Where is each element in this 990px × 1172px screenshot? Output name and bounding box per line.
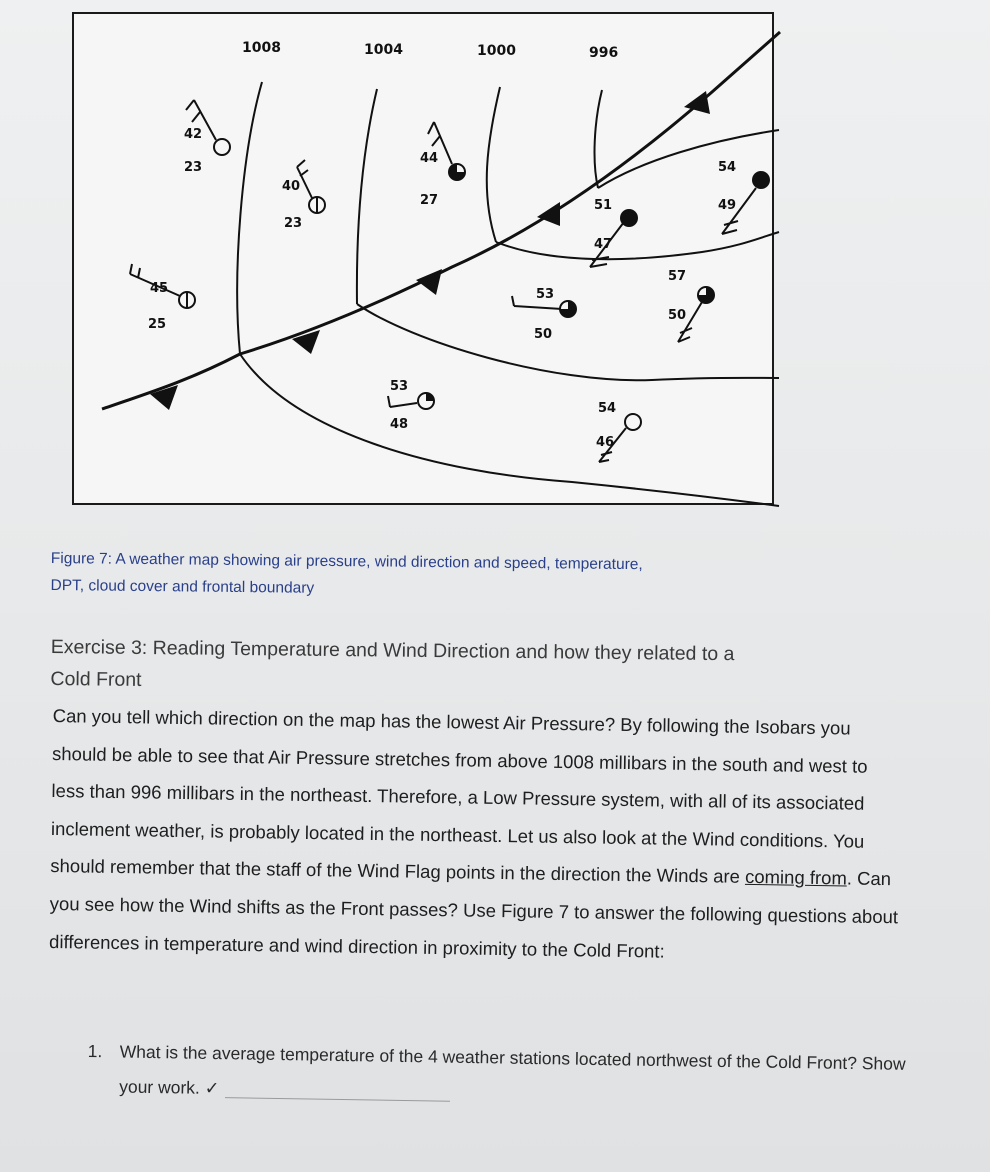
station-temp: 51 <box>593 197 612 213</box>
cold-front-triangle <box>416 269 442 295</box>
question-number: 1. <box>87 1040 103 1062</box>
weather-station <box>388 379 434 432</box>
cold-front-line <box>102 32 780 409</box>
station-dewpoint: 23 <box>183 159 202 175</box>
check-mark-icon: ✓ <box>204 1077 220 1099</box>
exercise-title <box>50 631 891 704</box>
cloud-cover-empty-icon <box>625 414 641 430</box>
answer-blank[interactable] <box>225 1096 450 1102</box>
isobar-996 <box>594 90 601 188</box>
weather-map <box>72 12 779 510</box>
station-temp: 40 <box>281 178 300 194</box>
caption-line: DPT, cloud cover and frontal boundary <box>50 576 315 597</box>
station-temp: 53 <box>535 286 554 302</box>
weather-map-figure <box>72 12 774 505</box>
station-dewpoint: 47 <box>593 236 612 252</box>
weather-station <box>184 100 230 175</box>
weather-station <box>512 287 576 342</box>
isobar-1004 <box>356 89 376 304</box>
station-dewpoint: 27 <box>419 192 438 208</box>
station-temp: 54 <box>717 159 736 175</box>
station-dewpoint: 50 <box>533 326 552 342</box>
isobar-south-3 <box>496 232 779 259</box>
cold-front-triangle <box>537 202 560 226</box>
station-temp: 57 <box>667 268 686 284</box>
station-temp: 53 <box>389 378 408 394</box>
caption-line: Figure 7: A weather map showing air pressure, wind direction and speed, temperature, <box>50 549 643 574</box>
station-dewpoint: 49 <box>717 197 736 213</box>
weather-station <box>282 160 325 231</box>
isobar-south-4 <box>598 130 779 188</box>
isobar-1008 <box>237 82 262 354</box>
cold-front-triangle <box>684 91 710 114</box>
exercise-title-line: Exercise 3: Reading Temperature and Wind Direction and how they related to a <box>50 635 735 666</box>
station-temp: 54 <box>597 400 616 416</box>
station-dewpoint: 25 <box>147 316 166 332</box>
station-temp: 42 <box>183 126 202 142</box>
cloud-cover-empty-icon <box>214 139 230 155</box>
weather-station <box>130 264 195 332</box>
weather-station <box>590 198 638 267</box>
question-item <box>87 1034 908 1117</box>
isobar-label: 1000 <box>476 42 516 59</box>
figure-caption <box>50 545 911 608</box>
station-temp: 45 <box>149 280 168 296</box>
isobar-south-1 <box>240 354 779 506</box>
station-temp: 44 <box>419 150 438 166</box>
body-text: Can you tell which direction on the map has the lowest Air Pressure? By following the Isobars you should be able to see that Air Pressure stretches from above 1008 millibars in the south and west to less than 996 millibars in the northeast. Therefore, a Low Pressure system, with all of its associated inclement weather, is probably located in the northeast. Let us also look at the Wind conditions. You should remember that the staff of the Wind Flag points in the direction the Winds are <box>50 704 868 888</box>
isobar-label: 1008 <box>241 39 281 56</box>
question-text: What is the average temperature of the 4 weather stations located northwest of the Cold Front? Show your work. <box>119 1041 906 1098</box>
station-dewpoint: 46 <box>595 434 614 450</box>
weather-station <box>596 401 641 462</box>
underlined-phrase: coming from <box>744 866 848 889</box>
station-dewpoint: 23 <box>283 215 302 231</box>
weather-station <box>420 122 465 208</box>
exercise-title-line: Cold Front <box>50 667 142 691</box>
isobar-1000 <box>486 87 499 242</box>
cloud-cover-full-icon <box>752 171 770 189</box>
weather-station <box>718 160 770 234</box>
isobar-label: 1004 <box>363 41 403 58</box>
exercise-body <box>49 697 903 973</box>
station-dewpoint: 50 <box>667 307 686 323</box>
weather-station <box>668 269 714 342</box>
station-dewpoint: 48 <box>389 416 408 432</box>
isobar-label: 996 <box>588 44 618 61</box>
body-text: . Can you see how the Wind shifts as the Front passes? Use Figure 7 to answer the following questions about differences in temperature and wind direction in proximity to the Cold Front: <box>49 867 899 962</box>
cloud-cover-full-icon <box>620 209 638 227</box>
